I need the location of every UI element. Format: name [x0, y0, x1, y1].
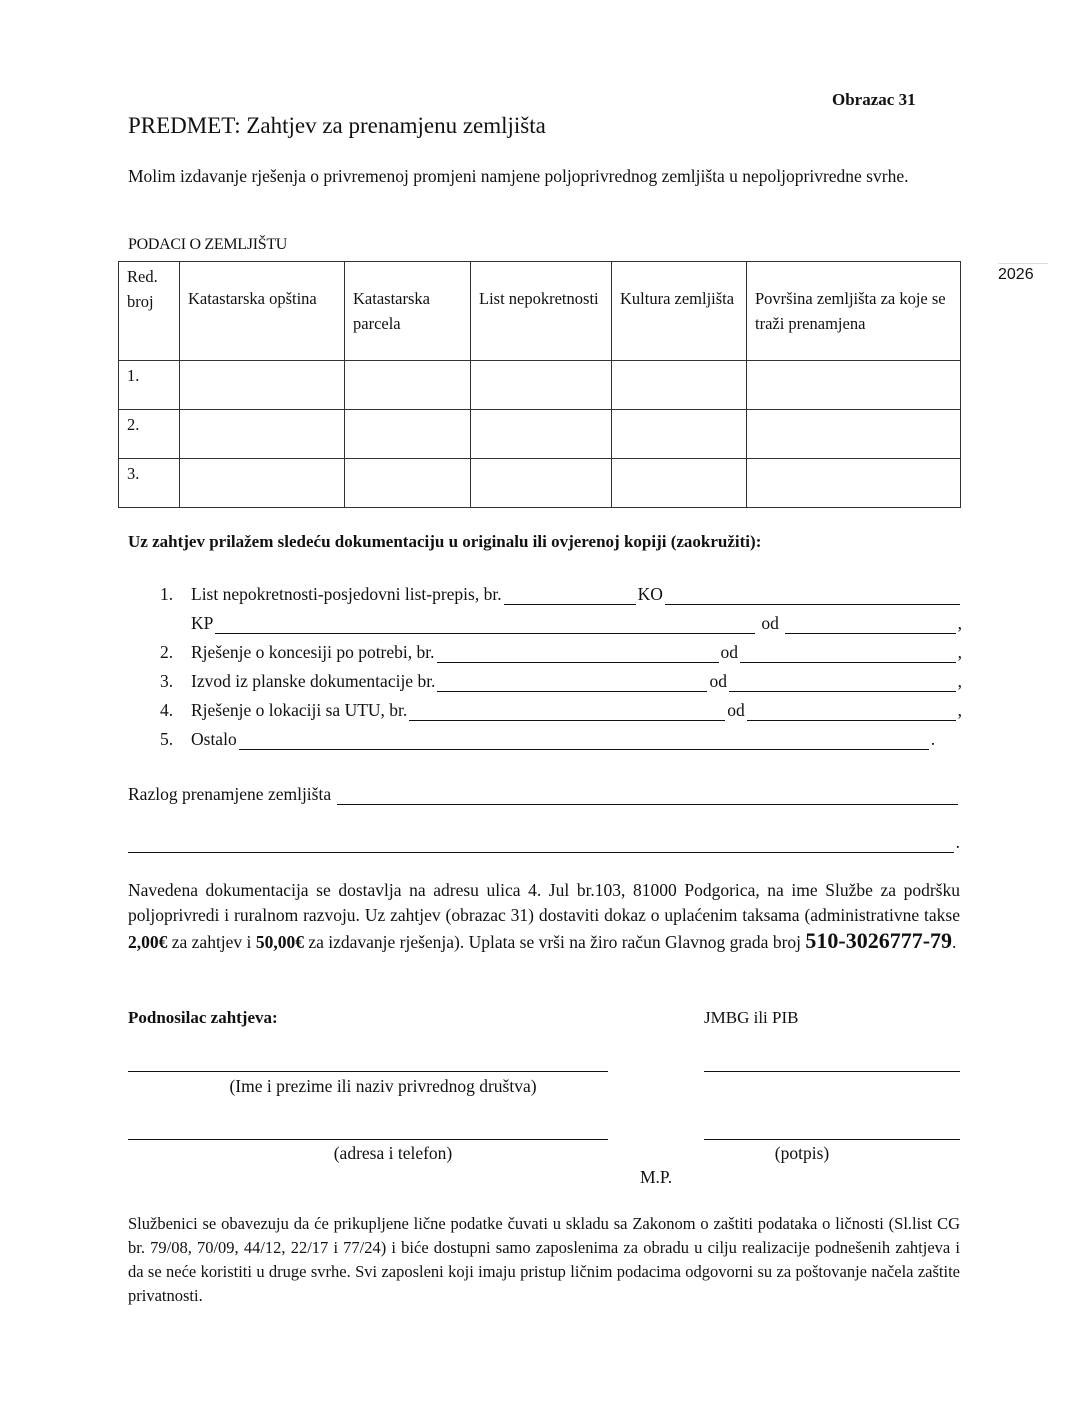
- table-row: [119, 410, 961, 459]
- concession-date-field[interactable]: [740, 642, 956, 663]
- delivery-text: Navedena dokumentacija se dostavlja na adresu ulica 4. Jul br.103, 81000 Podgorica, na ime Službe za podršku poljoprivredi i ruralnom razvoju. Uz zahtjev (obrazac 31) dostaviti dokaz o uplaćenim taksama (administrativne takse 2,00€ za zahtjev i 50,00€ za izdavanje rješenja). Uplata se vrši na žiro račun Glavnog grada broj 510-3026777-79.: [128, 880, 960, 953]
- document-item-5: 5. Ostalo .: [160, 729, 936, 749]
- concession-number-field[interactable]: [437, 642, 719, 663]
- document-item-1: 1. List nepokretnosti-posjedovni list-prepis, br. KO: [160, 576, 962, 605]
- document-item-1-cont: KP od ,: [191, 613, 962, 633]
- cell-cadastral-municipality[interactable]: [180, 410, 345, 459]
- column-header: Katastarska parcela: [345, 262, 471, 361]
- documents-heading: Uz zahtjev prilažem sledeću dokumentaciju u originalu ili ovjerenoj kopiji (zaokružiti):: [128, 532, 762, 551]
- column-header: Katastarska opština: [180, 262, 345, 361]
- stamp-label: M.P.: [640, 1167, 673, 1187]
- privacy-notice: Službenici se obavezuju da će prikupljene lične podatke čuvati u skladu sa Zakonom o zaštiti podataka o ličnosti (Sl.list CG br. 79/08, 70/09, 44/12, 22/17 i 77/24) i biće dostupni samo zaposlenima za obradu u cilju realizacije podnešenih zahtjeva i da se neće koristiti u druge svrhe. Svi zaposleni koji imaju pristup ličnim podacima odgovorni su za poštovanje načela zaštite privatnosti.: [128, 1214, 960, 1305]
- address-caption: (adresa i telefon): [333, 1143, 453, 1163]
- id-field[interactable]: [704, 1071, 960, 1072]
- column-header: List nepokretnosti: [471, 262, 612, 361]
- cell-land-culture[interactable]: [612, 361, 747, 410]
- row-number: 2.: [119, 410, 180, 459]
- column-header: Površina zemljišta za koje se traži prenamjena: [747, 262, 961, 361]
- table-header-row: [119, 262, 961, 361]
- cell-property-sheet[interactable]: [471, 361, 612, 410]
- location-decision-number-field[interactable]: [409, 700, 725, 721]
- planning-doc-number-field[interactable]: [437, 671, 707, 692]
- name-caption: (Ime i prezime ili naziv privrednog društva): [229, 1076, 537, 1096]
- location-decision-date-field[interactable]: [747, 700, 956, 721]
- land-section-label: PODACI O ZEMLJIŠTU: [128, 236, 288, 253]
- reason-field-line-2[interactable]: [128, 832, 954, 853]
- side-divider: [998, 263, 1048, 264]
- signature-caption: (potpis): [774, 1143, 830, 1163]
- column-header: Red. broj: [119, 262, 180, 361]
- cell-area[interactable]: [747, 459, 961, 508]
- land-data-table: [118, 261, 961, 508]
- address-field[interactable]: [128, 1139, 608, 1140]
- cell-area[interactable]: [747, 410, 961, 459]
- table-row: [119, 459, 961, 508]
- other-documents-field[interactable]: [239, 729, 929, 750]
- column-header: Kultura zemljišta: [612, 262, 747, 361]
- page-title: PREDMET: Zahtjev za prenamjenu zemljišta: [128, 113, 546, 138]
- kp-field[interactable]: [215, 613, 755, 634]
- cell-cadastral-parcel[interactable]: [345, 459, 471, 508]
- cell-property-sheet[interactable]: [471, 410, 612, 459]
- cell-cadastral-municipality[interactable]: [180, 361, 345, 410]
- property-sheet-number-field[interactable]: [504, 584, 636, 605]
- name-field[interactable]: [128, 1071, 608, 1072]
- document-item-2: 2. Rješenje o koncesiji po potrebi, br. od ,: [160, 642, 962, 662]
- planning-doc-date-field[interactable]: [729, 671, 956, 692]
- row-number: 3.: [119, 459, 180, 508]
- document-item-3: 3. Izvod iz planske dokumentacije br. od ,: [160, 671, 962, 691]
- account-number: 510-3026777-79: [805, 928, 953, 953]
- cell-cadastral-parcel[interactable]: [345, 410, 471, 459]
- cell-property-sheet[interactable]: [471, 459, 612, 508]
- intro-text: Molim izdavanje rješenja o privremenoj promjeni namjene poljoprivrednog zemljišta u nepoljoprivredne svrhe.: [128, 166, 909, 186]
- ko-field[interactable]: [665, 584, 960, 605]
- fee-request: 2,00€: [128, 932, 168, 952]
- cell-cadastral-parcel[interactable]: [345, 361, 471, 410]
- side-year: 2026: [998, 266, 1034, 283]
- id-label: JMBG ili PIB: [704, 1008, 799, 1027]
- document-item-4: 4. Rješenje o lokaciji sa UTU, br. od ,: [160, 700, 962, 720]
- cell-area[interactable]: [747, 361, 961, 410]
- row-number: 1.: [119, 361, 180, 410]
- kp-date-field[interactable]: [785, 613, 956, 634]
- form-number: Obrazac 31: [832, 90, 916, 109]
- applicant-label: Podnosilac zahtjeva:: [128, 1008, 278, 1027]
- reason-row-2: .: [128, 824, 960, 853]
- cell-land-culture[interactable]: [612, 410, 747, 459]
- fee-decision: 50,00€: [255, 932, 304, 952]
- table-row: [119, 361, 961, 410]
- cell-cadastral-municipality[interactable]: [180, 459, 345, 508]
- reason-row: Razlog prenamjene zemljišta: [128, 776, 960, 805]
- cell-land-culture[interactable]: [612, 459, 747, 508]
- reason-field[interactable]: [337, 784, 958, 805]
- signature-field[interactable]: [704, 1139, 960, 1140]
